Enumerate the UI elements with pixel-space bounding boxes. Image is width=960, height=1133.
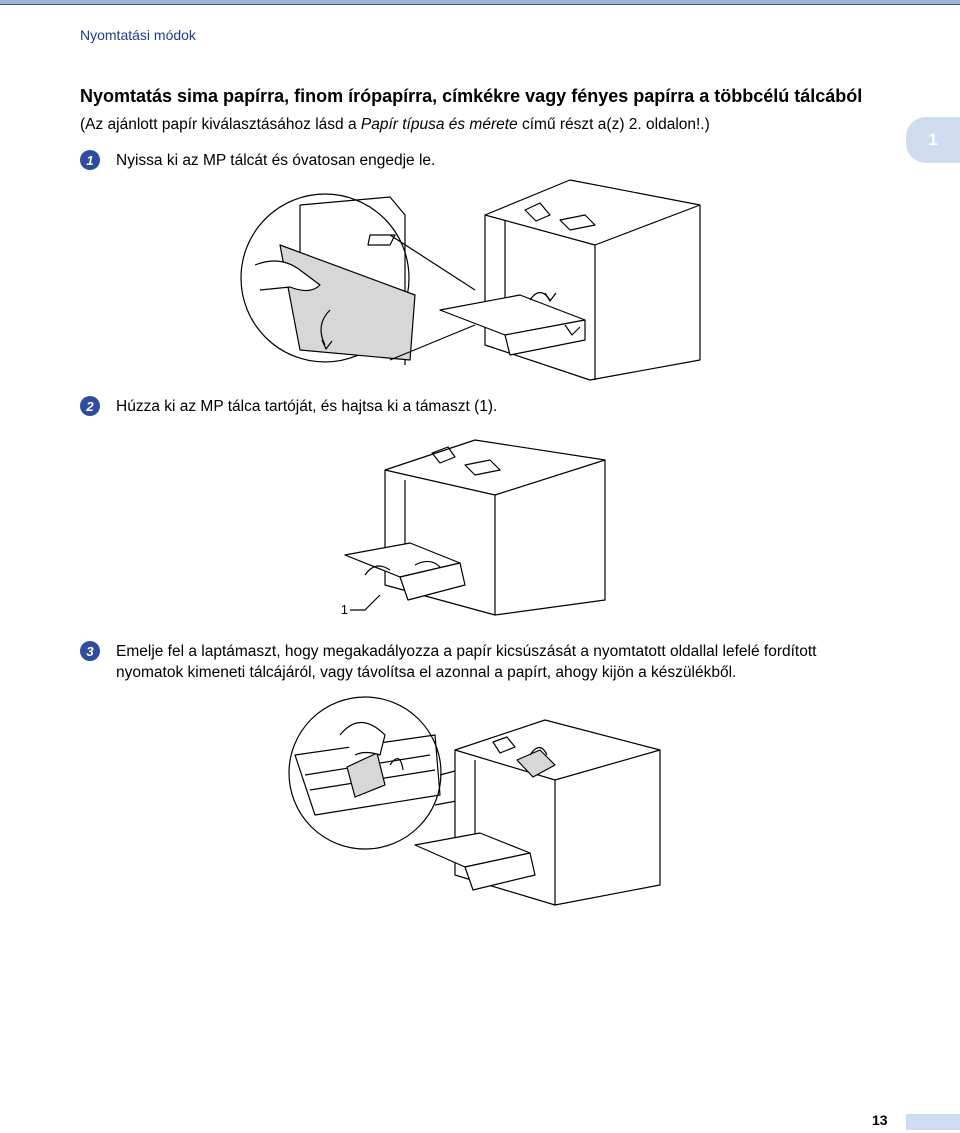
page-tab — [906, 1114, 960, 1130]
step-text-line2: nyomatok kimeneti tálcájáról, vagy távolítsa el azonnal a papírt, ahogy kijön a készülékből. — [116, 664, 737, 681]
header-rule-line — [0, 4, 960, 5]
printer-body — [415, 720, 660, 905]
printer-body — [440, 180, 700, 380]
page-number: 13 — [872, 1112, 888, 1128]
step-text-line1: Emelje fel a laptámaszt, hogy megakadályozza a papír kicsúszását a nyomtatott oldallal lefelé fordított — [116, 643, 817, 660]
zoom-circle — [241, 194, 475, 365]
step-number-badge: 1 — [80, 150, 100, 170]
intro-paragraph — [80, 116, 710, 134]
step-text: Húzza ki az MP tálca tartóját, és hajtsa ki a támaszt (1). — [116, 398, 498, 415]
figure-callout-1: 1 — [340, 602, 348, 617]
callout-leader — [350, 595, 380, 610]
printer-illustration-open-mp-tray — [240, 175, 710, 390]
chapter-tab: 1 — [906, 117, 960, 163]
step-number-badge: 3 — [80, 641, 100, 661]
section-title: Nyomtatás sima papírra, finom írópapírra, címkékre vagy fényes papírra a többcélú tálcából — [80, 86, 863, 106]
printer-illustration-flap-support — [285, 695, 670, 920]
step-number-badge: 2 — [80, 396, 100, 416]
intro-prefix: (Az ajánlott papír kiválasztásához lásd a — [80, 116, 361, 133]
printer-illustration-extend-support — [340, 435, 615, 620]
intro-link[interactable]: Papír típusa és mérete — [360, 116, 518, 133]
intro-suffix: című részt a(z) 2. oldalon!.) — [517, 116, 710, 133]
step-text: Nyissa ki az MP tálcát és óvatosan engedje le. — [116, 152, 436, 169]
running-header: Nyomtatási módok — [80, 27, 196, 43]
